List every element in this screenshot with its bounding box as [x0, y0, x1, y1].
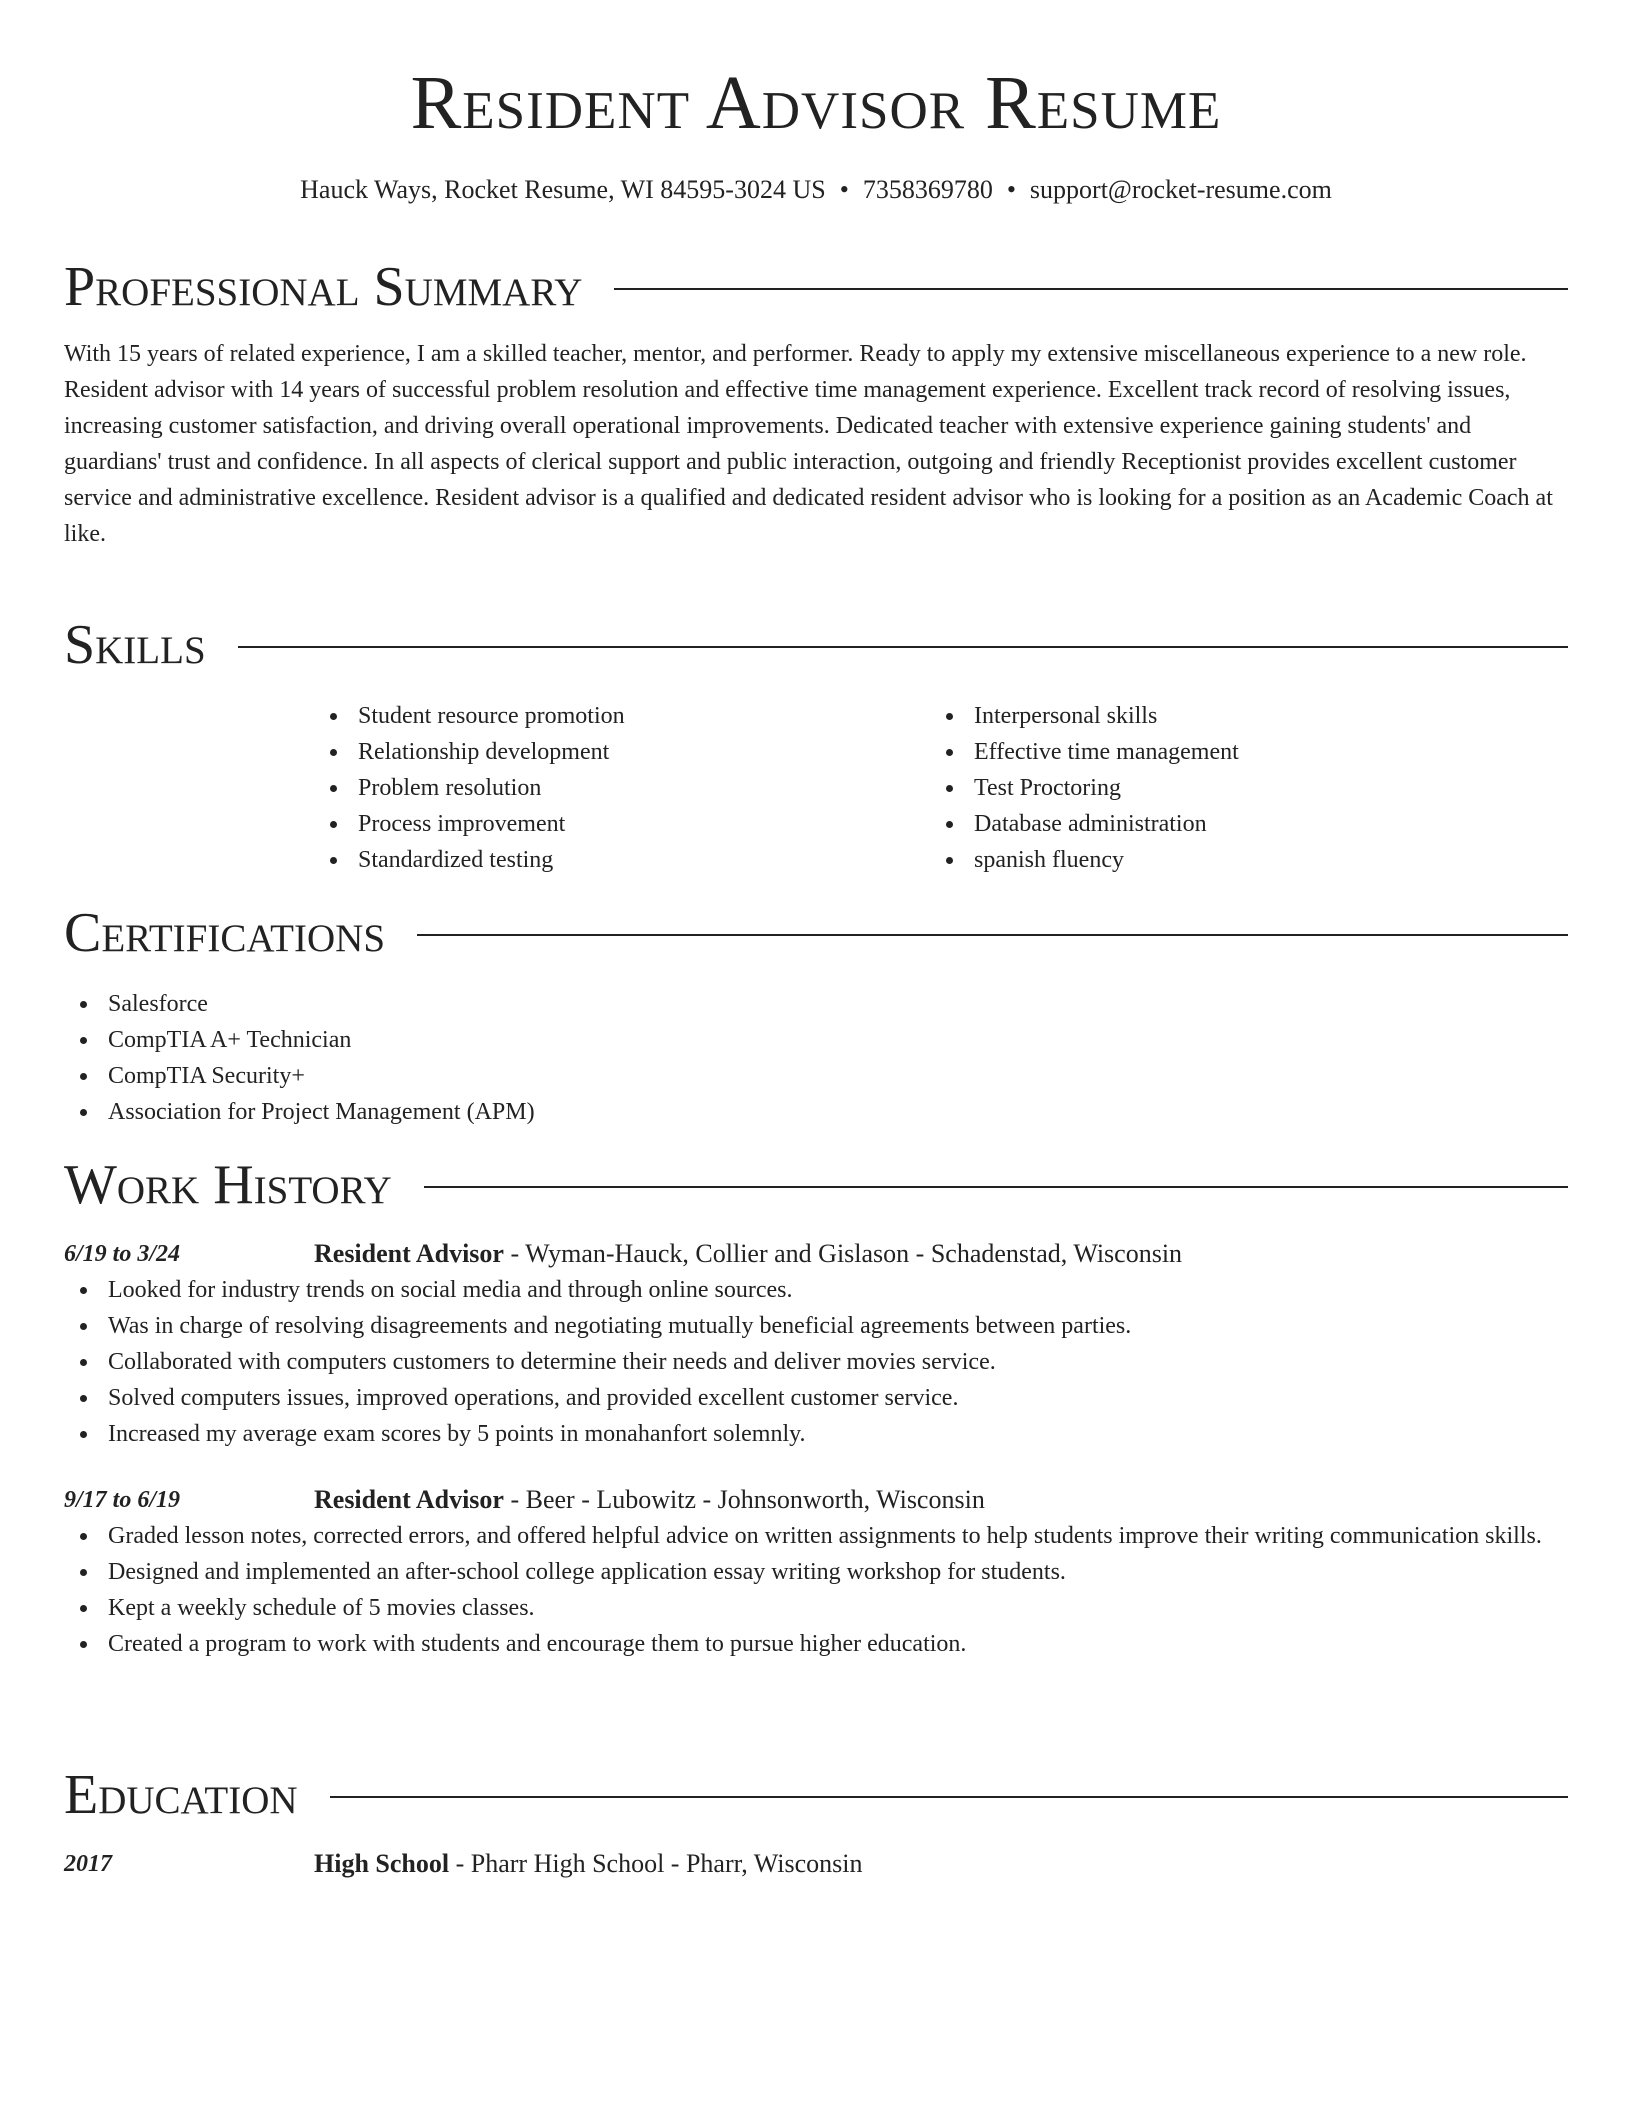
job-bullet-text: Collaborated with computers customers to determine their needs and deliver movies service. [108, 1349, 996, 1375]
job-heading [314, 1482, 1568, 1518]
education-section [64, 1760, 1568, 1882]
job-bullet [64, 1518, 1568, 1554]
bullet-icon [946, 857, 953, 864]
certification-item [64, 1094, 1568, 1130]
skill-text: Student resource promotion [358, 703, 625, 729]
job-bullet-text: Increased my average exam scores by 5 points in monahanfort solemnly. [108, 1421, 806, 1447]
skill-text: Relationship development [358, 739, 610, 765]
education-heading [314, 1846, 1568, 1882]
skill-item [930, 698, 1546, 734]
education-entry [64, 1846, 1568, 1882]
bullet-icon [80, 1073, 87, 1080]
section-header [64, 252, 1568, 322]
skill-item [314, 698, 930, 734]
contact-separator: • [1006, 175, 1016, 204]
section-title-work-history: Work History [64, 1154, 392, 1216]
job-bullet [64, 1626, 1568, 1662]
skill-item [930, 734, 1546, 770]
job-bullet-text: Graded lesson notes, corrected errors, and offered helpful advice on written assignments to help students improve their writing communication skills. [108, 1523, 1542, 1549]
contact-email: support@rocket-resume.com [1029, 175, 1332, 204]
bullet-icon [80, 1359, 87, 1366]
summary-text: With 15 years of related experience, I am a skilled teacher, mentor, and performer. Ready to apply my extensive miscellaneous experience to a new role. Resident advisor with 14 years of successful problem resolution and effective time management experience. Excellent track record of resolving issues, increasing customer satisfaction, and driving overall operational improvements. Dedicated teacher with extensive experience gaining students' and guardians' trust and confidence. In all aspects of clerical support and public interaction, outgoing and friendly Receptionist provides excellent customer service and administrative excellence. Resident advisor is a qualified and dedicated resident advisor who is looking for a position as an Academic Coach at like. [64, 341, 1553, 547]
education-details: - Pharr High School - Pharr, Wisconsin [449, 1849, 863, 1878]
contact-info [0, 172, 1632, 208]
job-bullet [64, 1344, 1568, 1380]
contact-phone: 7358369780 [862, 175, 993, 204]
certification-text: CompTIA Security+ [108, 1063, 305, 1089]
job-dates: 9/17 to 6/19 [64, 1487, 181, 1513]
certification-text: Association for Project Management (APM) [108, 1099, 535, 1125]
contact-separator: • [839, 175, 849, 204]
job-role: Resident Advisor [314, 1485, 504, 1514]
certification-text: CompTIA A+ Technician [108, 1027, 352, 1053]
work-history-section [64, 1150, 1568, 1662]
summary-section [64, 252, 1568, 552]
job-bullet-text: Looked for industry trends on social media and through online sources. [108, 1277, 793, 1303]
skills-section [64, 610, 1568, 878]
section-divider [417, 934, 1568, 936]
skill-item [930, 770, 1546, 806]
skill-text: Interpersonal skills [974, 703, 1158, 729]
bullet-icon [80, 1037, 87, 1044]
job-bullet-text: Created a program to work with students and encourage them to pursue higher education. [108, 1631, 967, 1657]
section-title-summary: Professional Summary [64, 256, 583, 318]
section-title-certifications: Certifications [64, 902, 386, 964]
bullet-icon [946, 713, 953, 720]
job-details: - Wyman-Hauck, Collier and Gislason - Schadenstad, Wisconsin [503, 1239, 1183, 1268]
section-header [64, 610, 1568, 680]
section-header [64, 898, 1568, 968]
bullet-icon [80, 1431, 87, 1438]
bullet-icon [80, 1605, 87, 1612]
bullet-icon [80, 1323, 87, 1330]
skills-grid [314, 698, 1568, 878]
certification-text: Salesforce [108, 991, 208, 1017]
skill-item [930, 842, 1546, 878]
job-bullet [64, 1554, 1568, 1590]
skill-item [314, 806, 930, 842]
certification-item [64, 1058, 1568, 1094]
bullet-icon [80, 1641, 87, 1648]
education-year: 2017 [64, 1851, 112, 1877]
job-role: Resident Advisor [314, 1239, 504, 1268]
section-divider [424, 1186, 1568, 1188]
education-degree: High School [314, 1849, 450, 1878]
job-heading [314, 1236, 1568, 1272]
skill-item [930, 806, 1546, 842]
job-details: - Beer - Lubowitz - Johnsonworth, Wisconsin [503, 1485, 985, 1514]
certification-item [64, 1022, 1568, 1058]
certifications-section [64, 898, 1568, 1130]
job-entry [64, 1482, 1568, 1662]
job-bullet [64, 1380, 1568, 1416]
bullet-icon [330, 857, 337, 864]
job-bullet [64, 1308, 1568, 1344]
certification-item [64, 986, 1568, 1022]
job-bullets [64, 1272, 1568, 1452]
bullet-icon [330, 749, 337, 756]
skills-list-right [930, 698, 1546, 878]
section-header [64, 1760, 1568, 1830]
skill-text: Problem resolution [358, 775, 542, 801]
job-bullet-text: Designed and implemented an after-school college application essay writing workshop for students. [108, 1559, 1066, 1585]
job-bullet [64, 1272, 1568, 1308]
bullet-icon [80, 1001, 87, 1008]
job-bullet-text: Kept a weekly schedule of 5 movies classes. [108, 1595, 535, 1621]
skill-text: Test Proctoring [974, 775, 1121, 801]
section-divider [330, 1796, 1568, 1798]
bullet-icon [330, 713, 337, 720]
bullet-icon [80, 1569, 87, 1576]
contact-address: Hauck Ways, Rocket Resume, WI 84595-3024 US [300, 175, 826, 204]
section-title-skills: Skills [64, 614, 206, 676]
bullet-icon [80, 1533, 87, 1540]
job-dates: 6/19 to 3/24 [64, 1241, 181, 1267]
skill-text: Process improvement [358, 811, 566, 837]
page-title: Resident Advisor Resume [410, 61, 1222, 145]
bullet-icon [80, 1395, 87, 1402]
bullet-icon [330, 785, 337, 792]
bullet-icon [946, 785, 953, 792]
skill-text: Effective time management [974, 739, 1239, 765]
job-bullet [64, 1416, 1568, 1452]
job-bullet-text: Solved computers issues, improved operations, and provided excellent customer service. [108, 1385, 959, 1411]
skill-item [314, 842, 930, 878]
bullet-icon [330, 821, 337, 828]
bullet-icon [946, 821, 953, 828]
section-title-education: Education [64, 1764, 298, 1826]
skill-text: Standardized testing [358, 847, 554, 873]
job-bullet-text: Was in charge of resolving disagreements and negotiating mutually beneficial agreements between parties. [108, 1313, 1132, 1339]
section-divider [238, 646, 1568, 648]
skills-list-left [314, 698, 930, 878]
section-header [64, 1150, 1568, 1220]
bullet-icon [80, 1287, 87, 1294]
skill-text: spanish fluency [974, 847, 1124, 873]
bullet-icon [946, 749, 953, 756]
skill-item [314, 734, 930, 770]
certifications-list [64, 986, 1568, 1130]
skill-text: Database administration [974, 811, 1207, 837]
bullet-icon [80, 1109, 87, 1116]
section-divider [614, 288, 1568, 290]
job-bullets [64, 1518, 1568, 1662]
skill-item [314, 770, 930, 806]
job-bullet [64, 1590, 1568, 1626]
job-entry [64, 1236, 1568, 1452]
